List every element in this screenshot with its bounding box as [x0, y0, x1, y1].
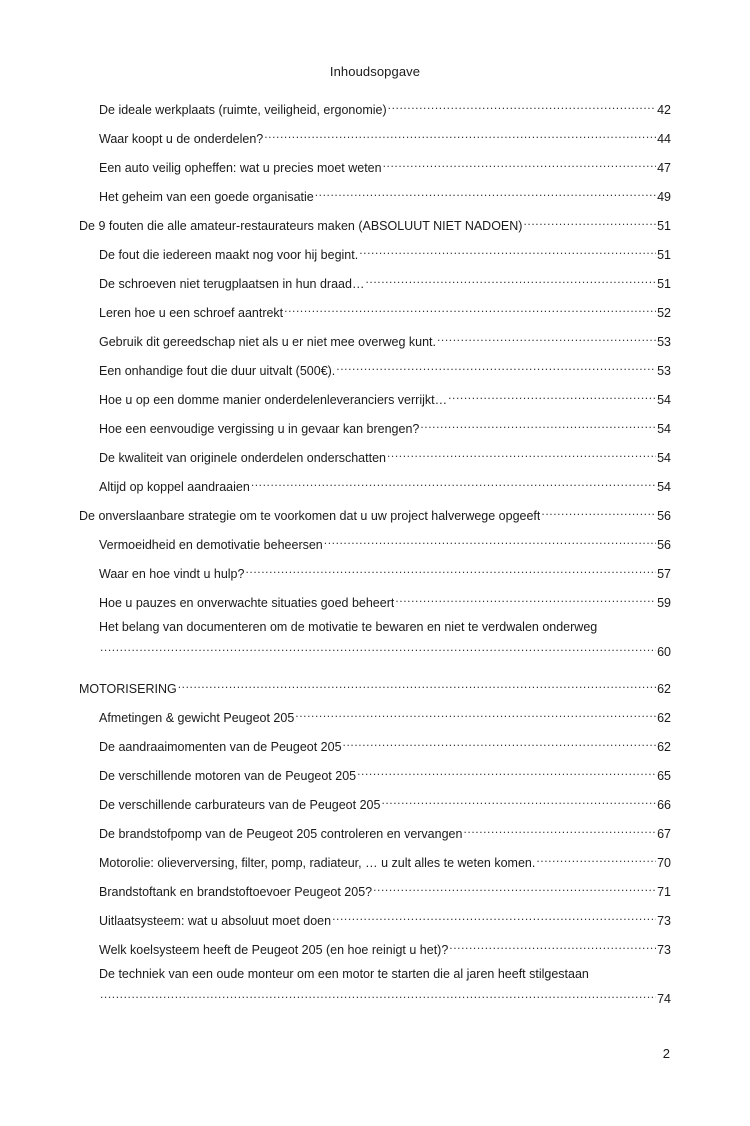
toc-entry-page: 56 [657, 538, 671, 552]
toc-entry-page: 51 [657, 277, 671, 291]
toc-dot-leader [365, 271, 656, 288]
toc-section-entry[interactable] [79, 329, 671, 358]
toc-entry-title: Vermoeidheid en demotivatie beheersen [99, 538, 323, 552]
toc-entry-title: Afmetingen & gewicht Peugeot 205 [99, 711, 295, 725]
toc-entry-page: 73 [657, 943, 671, 957]
toc-entry-page: 47 [657, 161, 671, 175]
toc-section-entry[interactable] [79, 532, 671, 561]
toc-entry-page: 56 [657, 509, 671, 523]
toc-entry-page: 57 [657, 567, 671, 581]
toc-entry-title: MOTORISERING [79, 682, 177, 696]
toc-entry-page: 71 [657, 885, 671, 899]
toc-entry-page: 62 [657, 740, 671, 754]
toc-chapter-entry[interactable] [79, 503, 671, 532]
toc-dot-leader [387, 445, 656, 462]
toc-section-entry[interactable] [79, 184, 671, 213]
toc-dot-leader [324, 532, 656, 549]
toc-entry-page: 62 [657, 682, 671, 696]
toc-section-entry[interactable] [79, 734, 671, 763]
toc-entry-title: Waar koopt u de onderdelen? [99, 132, 264, 146]
toc-dot-leader [357, 763, 656, 780]
toc-section-entry[interactable] [79, 966, 671, 1023]
toc-entry-page: 53 [657, 364, 671, 378]
toc-section-entry[interactable] [79, 850, 671, 879]
toc-section-entry[interactable] [79, 619, 671, 676]
toc-section-entry[interactable] [79, 155, 671, 184]
toc-entry-title: De brandstofpomp van de Peugeot 205 controleren en vervangen [99, 827, 463, 841]
toc-entry-title: De schroeven niet terugplaatsen in hun draad… [99, 277, 365, 291]
toc-entry-title: Leren hoe u een schroef aantrekt [99, 306, 284, 320]
toc-entry-title: Motorolie: olieverversing, filter, pomp, radiateur, … u zult alles te weten komen. [99, 856, 536, 870]
toc-entry-page: 44 [657, 132, 671, 146]
toc-section-entry[interactable] [79, 937, 671, 966]
toc-section-entry[interactable] [79, 705, 671, 734]
toc-dot-leader [448, 387, 656, 404]
toc-entry-title: Gebruik dit gereedschap niet als u er niet mee overweg kunt. [99, 335, 436, 349]
toc-dot-leader [315, 184, 656, 201]
toc-entry-page: 51 [657, 219, 671, 233]
toc-entry-title: De techniek van een oude monteur om een motor te starten die al jaren heeft stilgestaan [99, 967, 589, 981]
toc-dot-leader [336, 358, 656, 375]
toc-entry-title: De onverslaanbare strategie om te voorkomen dat u uw project halverwege opgeeft [79, 509, 541, 523]
toc-dot-leader [343, 734, 657, 751]
toc-entry-page: 70 [657, 856, 671, 870]
toc-entry-page: 65 [657, 769, 671, 783]
toc-entry-title: De ideale werkplaats (ruimte, veiligheid, ergonomie) [99, 103, 387, 117]
toc-entry-title: De aandraaimomenten van de Peugeot 205 [99, 740, 342, 754]
toc-section-entry[interactable] [79, 821, 671, 850]
page-title: Inhoudsopgave [329, 64, 421, 79]
toc-entry-page: 54 [657, 422, 671, 436]
toc-entry-page: 74 [657, 992, 671, 1006]
toc-dot-leader [437, 329, 656, 346]
table-of-contents [79, 97, 671, 1023]
toc-dot-leader [383, 155, 657, 172]
toc-entry-page: 66 [657, 798, 671, 812]
toc-section-entry[interactable] [79, 387, 671, 416]
toc-section-entry[interactable] [79, 763, 671, 792]
toc-entry-title: Altijd op koppel aandraaien [99, 480, 250, 494]
toc-dot-leader [373, 879, 656, 896]
toc-entry-title: De verschillende motoren van de Peugeot 205 [99, 769, 357, 783]
toc-dot-leader [463, 821, 656, 838]
toc-entry-page: 62 [657, 711, 671, 725]
toc-entry-title: Hoe u op een domme manier onderdelenleveranciers verrijkt… [99, 393, 448, 407]
toc-entry-title: Hoe een eenvoudige vergissing u in gevaar kan brengen? [99, 422, 420, 436]
toc-chapter-entry[interactable] [79, 676, 671, 705]
toc-entry-page: 73 [657, 914, 671, 928]
toc-section-entry[interactable] [79, 590, 671, 619]
toc-entry-title: De kwaliteit van originele onderdelen onderschatten [99, 451, 386, 465]
toc-entry-page: 59 [657, 596, 671, 610]
toc-entry-page: 67 [657, 827, 671, 841]
toc-entry-page: 42 [657, 103, 671, 117]
toc-dot-leader [420, 416, 656, 433]
toc-section-entry[interactable] [79, 416, 671, 445]
toc-entry-page: 53 [657, 335, 671, 349]
toc-entry-page: 49 [657, 190, 671, 204]
toc-section-entry[interactable] [79, 474, 671, 503]
toc-dot-leader [264, 126, 656, 143]
toc-section-entry[interactable] [79, 792, 671, 821]
toc-dot-leader [332, 908, 656, 925]
toc-entry-title: Het geheim van een goede organisatie [99, 190, 314, 204]
toc-chapter-entry[interactable] [79, 213, 671, 242]
toc-dot-leader [359, 242, 656, 259]
toc-section-entry[interactable] [79, 879, 671, 908]
toc-entry-title: Het belang van documenteren om de motivatie te bewaren en niet te verdwalen onderweg [99, 620, 598, 634]
toc-dot-leader [100, 986, 656, 1003]
toc-entry-title: De 9 fouten die alle amateur-restaurateurs maken (ABSOLUUT NIET NADOEN) [79, 219, 523, 233]
toc-entry-title: Uitlaatsysteem: wat u absoluut moet doen [99, 914, 332, 928]
toc-entry-title: Brandstoftank en brandstoftoevoer Peugeot 205? [99, 885, 373, 899]
toc-section-entry[interactable] [79, 97, 671, 126]
toc-dot-leader [536, 850, 656, 867]
toc-entry-title: De fout die iedereen maakt nog voor hij begint. [99, 248, 359, 262]
toc-dot-leader [541, 503, 656, 520]
toc-entry-title: De verschillende carburateurs van de Peugeot 205 [99, 798, 381, 812]
toc-entry-title: Hoe u pauzes en onverwachte situaties goed beheert [99, 596, 395, 610]
toc-entry-page: 54 [657, 451, 671, 465]
toc-dot-leader [284, 300, 656, 317]
toc-dot-leader [381, 792, 656, 809]
toc-dot-leader [449, 937, 656, 954]
toc-entry-title: Waar en hoe vindt u hulp? [99, 567, 245, 581]
page-number: 2 [662, 1046, 670, 1061]
toc-entry-title: Een onhandige fout die duur uitvalt (500€). [99, 364, 336, 378]
toc-dot-leader [523, 213, 656, 230]
toc-dot-leader [388, 97, 656, 114]
toc-dot-leader [251, 474, 656, 491]
toc-section-entry[interactable] [79, 561, 671, 590]
toc-section-entry[interactable] [79, 358, 671, 387]
toc-entry-page: 52 [657, 306, 671, 320]
toc-dot-leader [178, 676, 656, 693]
toc-dot-leader [100, 639, 656, 656]
toc-section-entry[interactable] [79, 271, 671, 300]
toc-section-entry[interactable] [79, 126, 671, 155]
toc-entry-page: 60 [657, 645, 671, 659]
toc-section-entry[interactable] [79, 445, 671, 474]
toc-dot-leader [245, 561, 656, 578]
toc-entry-page: 51 [657, 248, 671, 262]
toc-entry-page: 54 [657, 480, 671, 494]
toc-section-entry[interactable] [79, 300, 671, 329]
toc-entry-title: Een auto veilig opheffen: wat u precies moet weten [99, 161, 382, 175]
toc-section-entry[interactable] [79, 242, 671, 271]
toc-dot-leader [295, 705, 656, 722]
toc-entry-title: Welk koelsysteem heeft de Peugeot 205 (en hoe reinigt u het)? [99, 943, 449, 957]
toc-section-entry[interactable] [79, 908, 671, 937]
toc-dot-leader [395, 590, 656, 607]
toc-entry-page: 54 [657, 393, 671, 407]
